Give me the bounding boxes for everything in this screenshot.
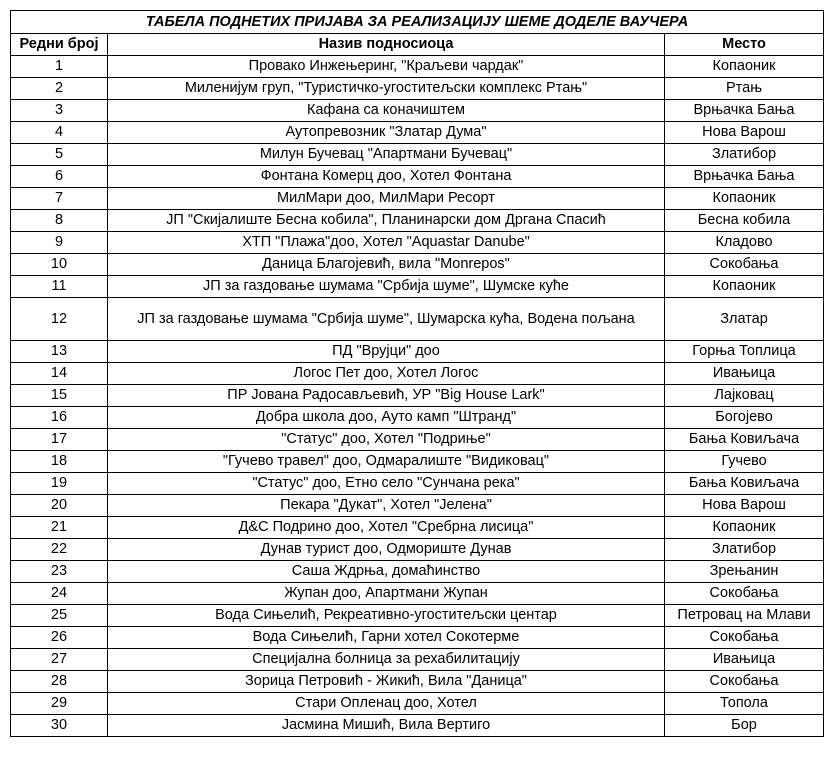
applicant-name: ХТП "Плажа"доо, Хотел "Aquastar Danube": [108, 232, 665, 254]
row-number: 25: [11, 605, 108, 627]
applicant-name: ЈП за газдовање шумама "Србија шуме", Шумске куће: [108, 276, 665, 298]
applicant-name: Стари Опленац доо, Хотел: [108, 693, 665, 715]
applicant-name: Д&С Подрино доо, Хотел "Сребрна лисица": [108, 517, 665, 539]
row-number: 3: [11, 100, 108, 122]
applicant-name: Специјална болница за рехабилитацију: [108, 649, 665, 671]
place: Нова Варош: [665, 122, 824, 144]
table-row: [11, 473, 824, 495]
row-number: 8: [11, 210, 108, 232]
place: Сокобања: [665, 627, 824, 649]
row-number: 30: [11, 715, 108, 737]
header-number: Редни број: [11, 34, 108, 56]
table-row: [11, 56, 824, 78]
place: Лајковац: [665, 385, 824, 407]
applications-table: [10, 10, 824, 737]
place: Богојево: [665, 407, 824, 429]
row-number: 17: [11, 429, 108, 451]
table-body: [11, 56, 824, 737]
table-row: [11, 363, 824, 385]
row-number: 13: [11, 341, 108, 363]
applicant-name: Добра школа доо, Ауто камп "Штранд": [108, 407, 665, 429]
table-row: [11, 693, 824, 715]
table-row: [11, 385, 824, 407]
table-row: [11, 539, 824, 561]
row-number: 1: [11, 56, 108, 78]
place: Копаоник: [665, 517, 824, 539]
applicant-name: "Статус" доо, Етно село "Сунчана река": [108, 473, 665, 495]
place: Бор: [665, 715, 824, 737]
row-number: 11: [11, 276, 108, 298]
row-number: 5: [11, 144, 108, 166]
table-row: [11, 671, 824, 693]
applicant-name: Дунав турист доо, Одмориште Дунав: [108, 539, 665, 561]
row-number: 15: [11, 385, 108, 407]
table-row: [11, 254, 824, 276]
applicant-name: Аутопревозник "Златар Дума": [108, 122, 665, 144]
header-place: Место: [665, 34, 824, 56]
place: Нова Варош: [665, 495, 824, 517]
table-row: [11, 276, 824, 298]
applicant-name: Пекара "Дукат", Хотел "Јелена": [108, 495, 665, 517]
place: Ивањица: [665, 363, 824, 385]
table-row: [11, 407, 824, 429]
header-applicant: Назив подносиоца: [108, 34, 665, 56]
applicant-name: ЈП "Скијалиште Бесна кобила", Планинарски дом Дргана Спасић: [108, 210, 665, 232]
row-number: 12: [11, 298, 108, 341]
row-number: 26: [11, 627, 108, 649]
table-row: [11, 495, 824, 517]
place: Златибор: [665, 144, 824, 166]
table-title: ТАБЕЛА ПОДНЕТИХ ПРИЈАВА ЗА РЕАЛИЗАЦИЈУ ШЕМЕ ДОДЕЛЕ ВАУЧЕРА: [11, 11, 824, 34]
applicant-name: Вода Сињелић, Гарни хотел Сокотерме: [108, 627, 665, 649]
place: Кладово: [665, 232, 824, 254]
row-number: 14: [11, 363, 108, 385]
place: Топола: [665, 693, 824, 715]
table-row: [11, 627, 824, 649]
place: Сокобања: [665, 583, 824, 605]
applicant-name: Провако Инжењеринг, "Краљеви чардак": [108, 56, 665, 78]
table-row: [11, 451, 824, 473]
place: Златибор: [665, 539, 824, 561]
place: Петровац на Млави: [665, 605, 824, 627]
table-row: [11, 517, 824, 539]
place: Копаоник: [665, 188, 824, 210]
applicant-name: Логос Пет доо, Хотел Логос: [108, 363, 665, 385]
place: Врњачка Бања: [665, 166, 824, 188]
place: Зрењанин: [665, 561, 824, 583]
applicant-name: ПД "Врујци" доо: [108, 341, 665, 363]
applicant-name: Кафана са коначиштем: [108, 100, 665, 122]
table-row: [11, 188, 824, 210]
row-number: 28: [11, 671, 108, 693]
place: Копаоник: [665, 276, 824, 298]
place: Ивањица: [665, 649, 824, 671]
row-number: 10: [11, 254, 108, 276]
place: Бања Ковиљача: [665, 473, 824, 495]
table-row: [11, 715, 824, 737]
place: Сокобања: [665, 671, 824, 693]
row-number: 23: [11, 561, 108, 583]
header-row: [11, 34, 824, 56]
row-number: 9: [11, 232, 108, 254]
row-number: 4: [11, 122, 108, 144]
table-row: [11, 298, 824, 341]
place: Бања Ковиљача: [665, 429, 824, 451]
applicant-name: "Гучево травел" доо, Одмаралиште "Видиковац": [108, 451, 665, 473]
row-number: 16: [11, 407, 108, 429]
table-row: [11, 429, 824, 451]
row-number: 24: [11, 583, 108, 605]
table-row: [11, 100, 824, 122]
table-row: [11, 341, 824, 363]
row-number: 27: [11, 649, 108, 671]
applicant-name: "Статус" доо, Хотел "Подриње": [108, 429, 665, 451]
title-row: [11, 11, 824, 34]
row-number: 20: [11, 495, 108, 517]
row-number: 19: [11, 473, 108, 495]
place: Сокобања: [665, 254, 824, 276]
place: Бесна кобила: [665, 210, 824, 232]
place: Копаоник: [665, 56, 824, 78]
table-row: [11, 78, 824, 100]
applicant-name: Вода Сињелић, Рекреативно-угоститељски центар: [108, 605, 665, 627]
applicant-name: Даница Благојевић, вила "Monrepos": [108, 254, 665, 276]
table-row: [11, 232, 824, 254]
table-row: [11, 210, 824, 232]
applicant-name: Зорица Петровић - Жикић, Вила "Даница": [108, 671, 665, 693]
table-row: [11, 122, 824, 144]
applicant-name: МилМари доо, МилМари Ресорт: [108, 188, 665, 210]
row-number: 29: [11, 693, 108, 715]
row-number: 7: [11, 188, 108, 210]
table-row: [11, 583, 824, 605]
place: Златар: [665, 298, 824, 341]
place: Горња Топлица: [665, 341, 824, 363]
place: Врњачка Бања: [665, 100, 824, 122]
row-number: 21: [11, 517, 108, 539]
applicant-name: Милун Бучевац "Апартмани Бучевац": [108, 144, 665, 166]
table-row: [11, 649, 824, 671]
applicant-name: Саша Ждрња, домаћинство: [108, 561, 665, 583]
table-row: [11, 561, 824, 583]
row-number: 22: [11, 539, 108, 561]
applicant-name: Жупан доо, Апартмани Жупан: [108, 583, 665, 605]
document-page: [10, 10, 824, 737]
place: Ртањ: [665, 78, 824, 100]
table-row: [11, 166, 824, 188]
row-number: 6: [11, 166, 108, 188]
applicant-name: Јасмина Мишић, Вила Вертиго: [108, 715, 665, 737]
table-row: [11, 605, 824, 627]
table-row: [11, 144, 824, 166]
row-number: 18: [11, 451, 108, 473]
row-number: 2: [11, 78, 108, 100]
applicant-name: ЈП за газдовање шумама "Србија шуме", Шумарска кућа, Водена пољана: [108, 298, 665, 341]
applicant-name: Фонтана Комерц доо, Хотел Фонтана: [108, 166, 665, 188]
place: Гучево: [665, 451, 824, 473]
applicant-name: Миленијум груп, "Туристичко-угоститељски комплекс Ртањ": [108, 78, 665, 100]
applicant-name: ПР Јована Радосављевић, УР "Big House Lark": [108, 385, 665, 407]
